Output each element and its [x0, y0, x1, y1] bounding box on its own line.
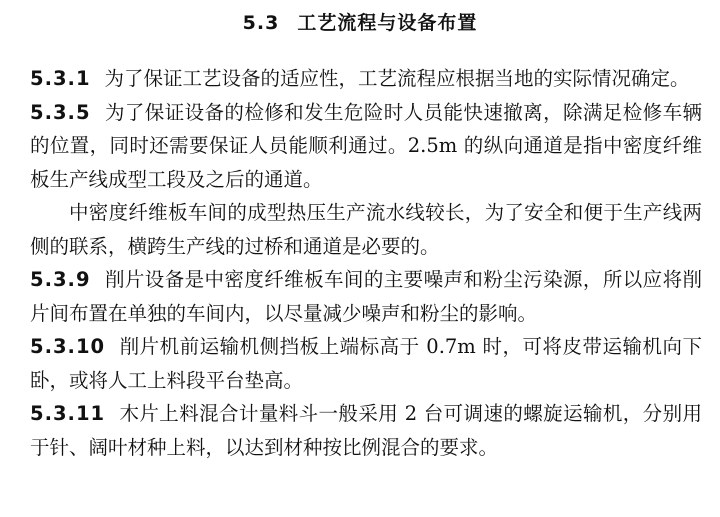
clause-5-3-5-continuation	[30, 196, 702, 263]
section-number: 5.3	[242, 12, 280, 34]
clause-5-3-1	[30, 62, 702, 96]
clause-text: 为了保证设备的检修和发生危险时人员能快速撤离，除满足检修车辆的位置，同时还需要保证人员能顺利通过。2.5m 的纵向通道是指中密度纤维板生产线成型工段及之后的通道。	[30, 100, 702, 191]
clause-5-3-5	[30, 96, 702, 197]
clause-number: 5.3.9	[30, 268, 91, 291]
section-heading	[0, 8, 720, 35]
clause-number: 5.3.10	[30, 335, 106, 358]
clause-5-3-9	[30, 263, 702, 330]
section-body	[30, 62, 702, 464]
clause-text: 为了保证工艺设备的适应性，工艺流程应根据当地的实际情况确定。	[104, 67, 690, 90]
clause-number: 5.3.1	[30, 67, 91, 90]
clause-text: 中密度纤维板车间的成型热压生产流水线较长，为了安全和便于生产线两侧的联系，横跨生产线的过桥和通道是必要的。	[30, 201, 702, 258]
clause-5-3-11	[30, 397, 702, 464]
clause-number: 5.3.5	[30, 100, 91, 124]
clause-text: 削片机前运输机侧挡板上端标高于 0.7m 时，可将皮带运输机向下卧，或将人工上料段平台垫高。	[30, 335, 702, 392]
clause-text: 削片设备是中密度纤维板车间的主要噪声和粉尘污染源，所以应将削片间布置在单独的车间内，以尽量减少噪声和粉尘的影响。	[30, 268, 702, 325]
clause-number: 5.3.11	[30, 402, 106, 425]
clause-5-3-10	[30, 330, 702, 397]
clause-text: 木片上料混合计量料斗一般采用 2 台可调速的螺旋运输机，分别用于针、阔叶材种上料，以达到材种按比例混合的要求。	[30, 402, 702, 459]
section-title-text: 工艺流程与设备布置	[297, 12, 478, 34]
